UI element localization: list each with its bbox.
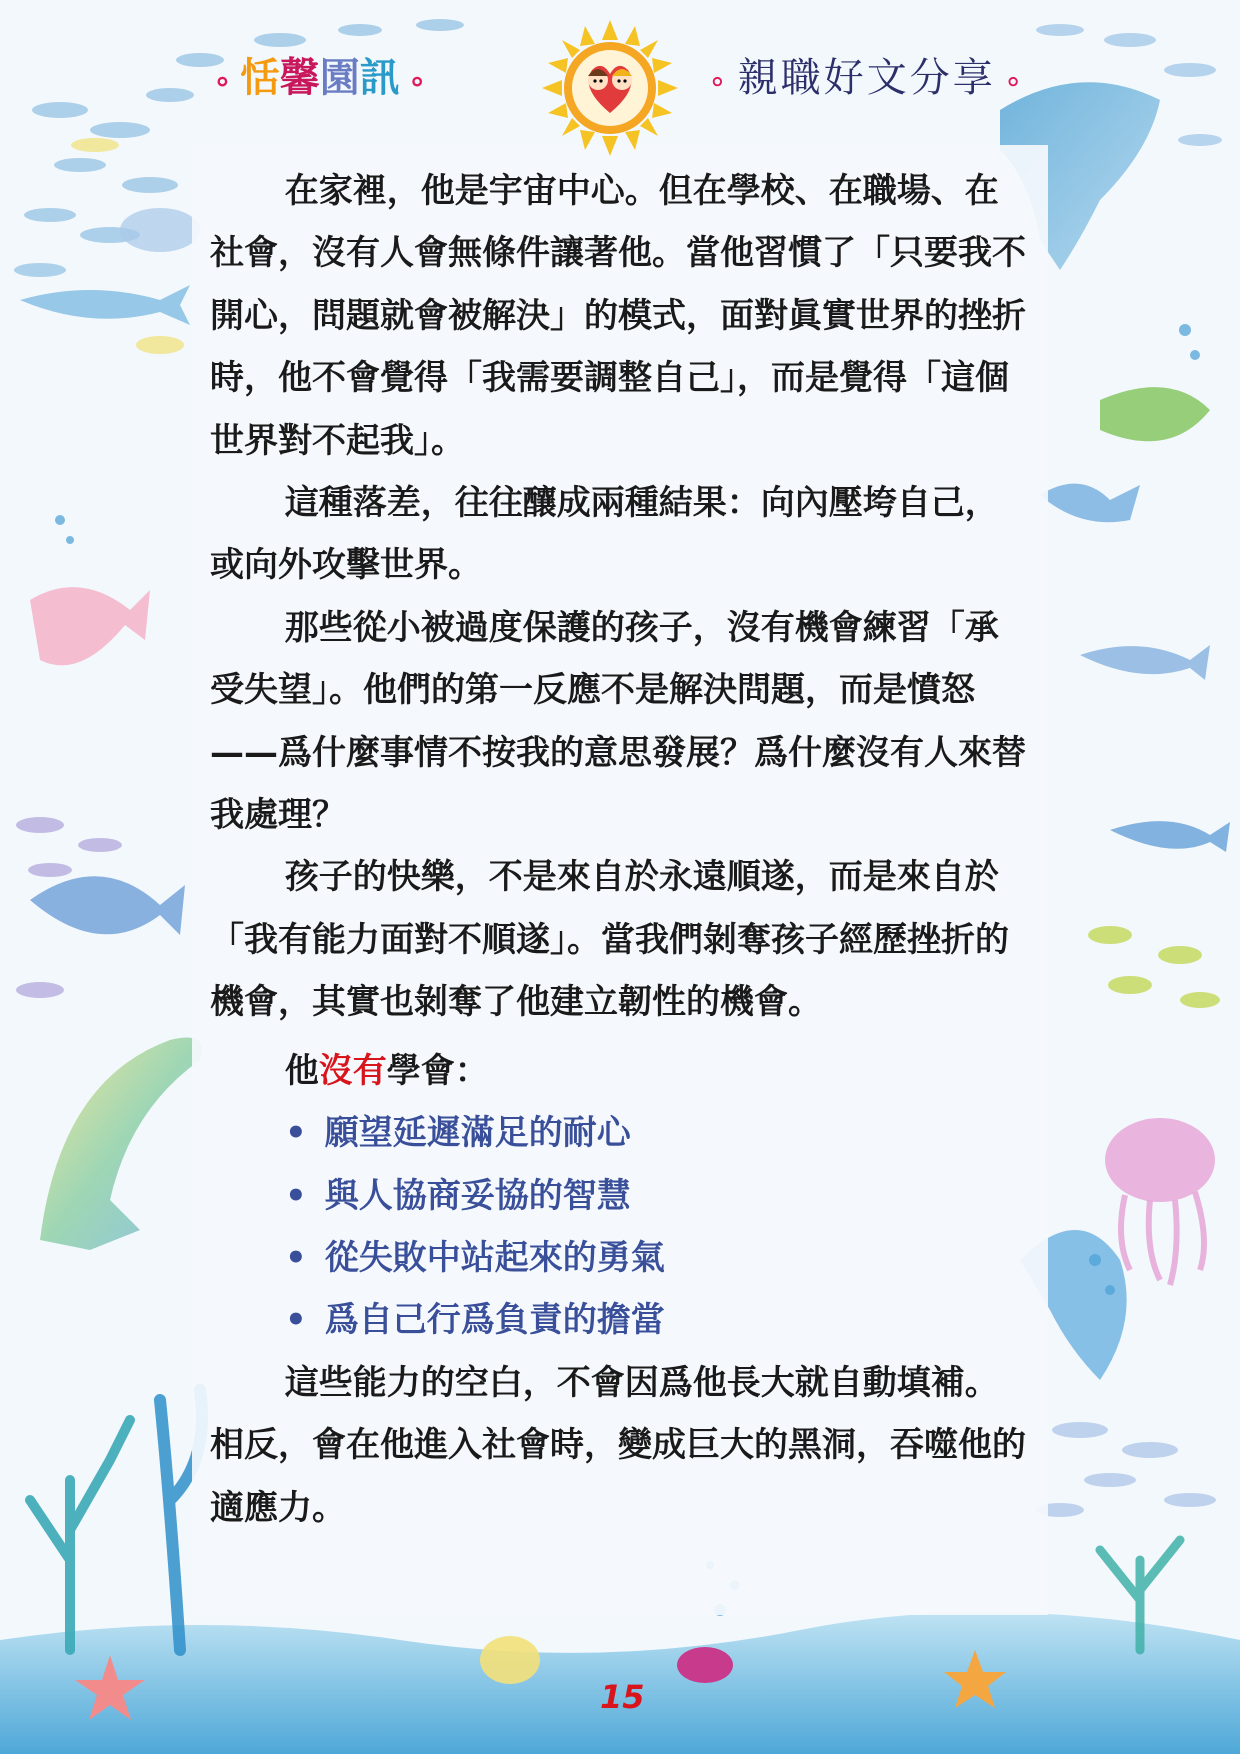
list-item-text: 與人協商妥協的智慧 (324, 1175, 631, 1216)
header-bullet-right-2: ∘ (1003, 64, 1026, 99)
list-bullet: • (285, 1237, 307, 1278)
list-intro-before: 他 (284, 1050, 319, 1091)
list-item (285, 1165, 1030, 1227)
newsletter-title-char-3: 園 (319, 55, 360, 101)
list-bullet: • (285, 1300, 307, 1341)
paragraph-2: 這種落差，往往釀成兩種結果：向內壓垮自己，或向外攻擊世界。 (210, 483, 999, 586)
paragraph-3: 那些從小被過度保護的孩子，沒有機會練習「承受失望」。他們的第一反應不是解決問題，而是憤怒——爲什麼事情不按我的意思發展？爲什麼沒有人來替我處理？ (210, 607, 1026, 836)
paragraph-4: 孩子的快樂，不是來自於永遠順遂，而是來自於「我有能力面對不順遂」。當我們剝奪孩子經歷挫折的機會，其實也剝奪了他建立韌性的機會。 (210, 857, 1009, 1023)
kindergarten-logo (540, 18, 680, 158)
paragraph-5: 這些能力的空白，不會因爲他長大就自動填補。相反，會在他進入社會時，變成巨大的黑洞，吞噬他的適應力。 (210, 1362, 1026, 1528)
page-number: 15 (600, 1678, 645, 1716)
list-item (285, 1102, 1030, 1164)
article-body (210, 160, 1030, 1539)
list-intro-emphasis: 沒有 (318, 1050, 387, 1091)
list-item-text: 爲自己行爲負責的擔當 (324, 1300, 665, 1341)
list-intro-after: 學會： (386, 1050, 489, 1091)
list-bullet: • (285, 1113, 307, 1154)
header-bullet-left-2: ∘ (407, 64, 427, 99)
header-bullet-right-1: ∘ (708, 64, 730, 99)
list-intro (210, 1040, 1030, 1102)
section-title (700, 46, 1034, 103)
newsletter-title-char-2: 馨 (279, 55, 320, 101)
list-item (285, 1289, 1030, 1351)
newsletter-title-char-4: 訊 (359, 55, 400, 101)
paragraph-1: 在家裡，他是宇宙中心。但在學校、在職場、在社會，沒有人會無條件讓著他。當他習慣了「只要我不開心，問題就會被解決」的模式，面對眞實世界的挫折時，他不會覺得「我需要調整自己」，而是覺得「這個世界對不起我」。 (210, 171, 1026, 461)
list-item (285, 1227, 1030, 1289)
list-item-text: 願望延遲滿足的耐心 (324, 1113, 631, 1154)
list-bullet: • (285, 1175, 307, 1216)
newsletter-title (205, 46, 435, 103)
newsletter-title-char-1: 恬 (239, 55, 280, 101)
skills-list (210, 1102, 1030, 1352)
list-item-text: 從失敗中站起來的勇氣 (324, 1237, 665, 1278)
header-bullet-left-1: ∘ (213, 64, 232, 99)
section-title-text: 親職好文分享 (737, 55, 996, 101)
